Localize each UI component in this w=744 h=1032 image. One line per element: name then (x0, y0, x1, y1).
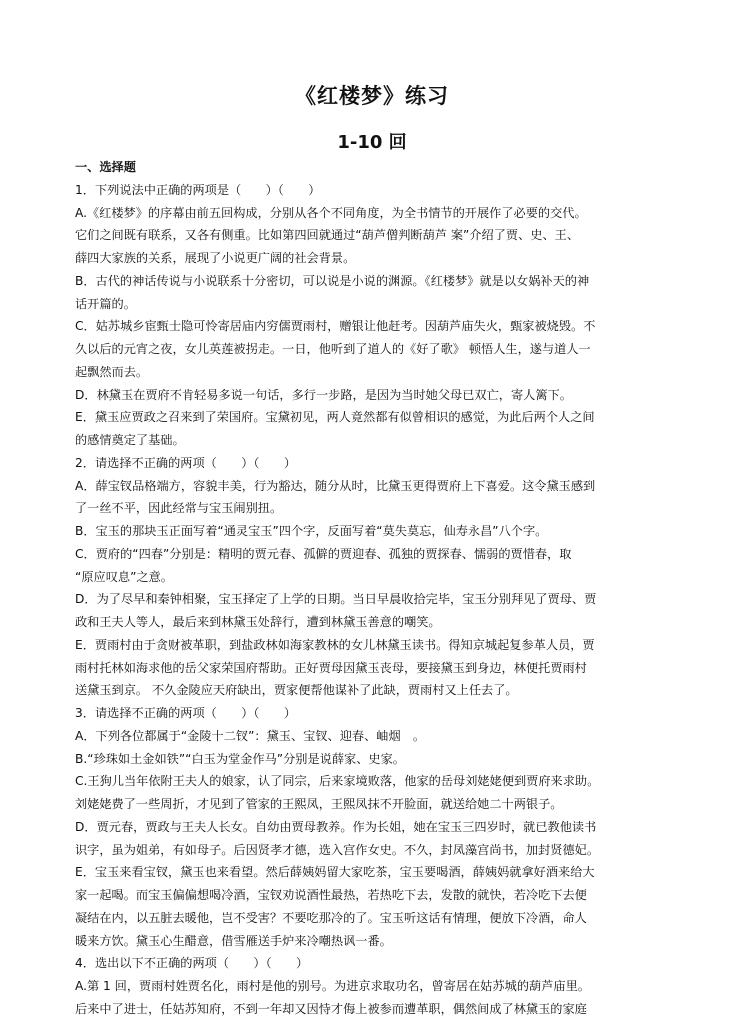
text-line: 雨村托林如海求他的岳父家荣国府帮助。正好贾母因黛玉丧母，要接黛玉到身边，林便托贾雨村 (75, 660, 587, 675)
text-line: 暖来方饮。黛玉心生醋意，借雪雁送手炉来冷嘲热讽一番。 (75, 933, 392, 948)
document-subtitle: 1-10 回 (337, 132, 407, 153)
text-line: B．古代的神话传说与小说联系十分密切，可以说是小说的渊源。《红楼梦》就是以女娲补天的神 (75, 273, 590, 288)
text-line: 的感情奠定了基础。 (75, 433, 185, 447)
text-line: “原应叹息”之意。 (75, 569, 173, 584)
text-line: 家一起喝。而宝玉偏偏想喝冷酒，宝钗劝说酒性最热，若热吃下去，发散的就快，若冷吃下去便 (75, 888, 587, 902)
text-line: B．宝玉的那块玉正面写着“通灵宝玉”四个字，反面写着“莫失莫忘，仙寿永昌”八个字。 (75, 524, 548, 538)
text-line: 3．请选择不正确的两项（ ）（ ） (75, 706, 297, 720)
text-line: C．姑苏城乡宦甄士隐可怜寄居庙内穷儒贾雨村，赠银让他赶考。因葫芦庙失火，甄家被烧毁。不 (75, 319, 596, 334)
text-line: 话开篇的。 (75, 296, 136, 311)
text-line: 送黛玉到京。 不久金陵应天府缺出，贾家便帮他谋补了此缺，贾雨村又上任去了。 (75, 683, 518, 698)
text-line: 后来中了进士，任姑苏知府，不到一年却又因恃才侮上被参而遭革职，偶然间成了林黛玉的家庭 (75, 1001, 587, 1016)
text-line: 它们之间既有联系，又各有侧重。比如第四回就通过“葫芦僧判断葫芦 案”介绍了贾、史、王、 (75, 228, 580, 243)
text-line: E．贾雨村由于贪财被革职，到盐政林如海家教林的女儿林黛玉读书。得知京城起复参革人员，贾 (75, 637, 595, 652)
document-title: 《红楼梦》练习 (295, 84, 449, 108)
text-line: C．贾府的“四春”分别是：精明的贾元春、孤僻的贾迎春、孤独的贾探春、懦弱的贾惜春，取 (75, 546, 572, 561)
text-line: A．薛宝钗品格端方，容貌丰美，行为豁达，随分从时，比黛玉更得贾府上下喜爱。这令黛玉感到 (75, 478, 596, 493)
text-line: E．宝玉来看宝钗，黛玉也来看望。然后薛姨妈留大家吃茶，宝玉要喝酒，薛姨妈就拿好酒来给大 (75, 865, 595, 880)
text-line: 1．下列说法中正确的两项是（ ）（ ） (75, 182, 321, 197)
text-line: 久以后的元宵之夜，女儿英莲被拐走。一日，他听到了道人的《好了歌》 顿悟人生，遂与道人一 (75, 342, 591, 356)
text-line: A.第 1 回，贾雨村姓贾名化，雨村是他的别号。为进京求取功名，曾寄居在姑苏城的葫芦庙里。 (75, 979, 590, 993)
text-line: 起飘然而去。 (75, 364, 149, 379)
text-line: 政和王夫人等人，最后来到林黛玉处辞行，遭到林黛玉善意的嘲笑。 (75, 615, 441, 629)
text-line: 薛四大家族的关系，展现了小说更广阔的社会背景。 (75, 251, 356, 265)
document-body (75, 156, 675, 1021)
section-heading: 一、选择题 (75, 160, 136, 174)
text-line: 凝结在内，以五脏去暖他，岂不受害？不要吃那冷的了。宝玉听这话有情理，便放下冷酒，命人 (75, 910, 587, 925)
text-line: A.《红楼梦》的序幕由前五回构成，分别从各个不同角度，为全书情节的开展作了必要的交代。 (75, 205, 587, 220)
text-line: C.王狗儿当年依附王夫人的娘家，认了同宗，后来家境败落，他家的岳母刘姥姥便到贾府来求助。 (75, 774, 600, 789)
text-line: B.“珍珠如土金如铁”“白玉为堂金作马”分别是说薛家、史家。 (75, 751, 405, 766)
text-line: 了一丝不平，因此经常与宝玉闹别扭。 (75, 501, 283, 516)
text-line: E．黛玉应贾政之召来到了荣国府。宝黛初见，两人竟然都有似曾相识的感觉，为此后两个人之间 (75, 410, 595, 425)
text-line: D．林黛玉在贾府不肯轻易多说一句话，多行一步路，是因为当时她父母已双亡，寄人篱下。 (75, 387, 572, 402)
text-line: D．为了尽早和秦钟相聚，宝玉择定了上学的日期。当日早晨收拾完毕，宝玉分别拜见了贾母、贾 (75, 592, 597, 607)
text-line: 刘姥姥费了一些周折，才见到了管家的王熙凤，王熙凤抹不开脸面，就送给她二十两银子。 (75, 797, 563, 811)
text-line: D．贾元春，贾政与王夫人长女。自幼由贾母教养。作为长姐，她在宝玉三四岁时，就已教他读书 (75, 819, 597, 834)
text-line: 识字，虽为姐弟，有如母子。后因贤孝才德，选入宫作女史。不久，封凤藻宫尚书，加封贤德妃。 (75, 842, 600, 857)
text-line: A．下列各位都属于“金陵十二钗”：黛玉、宝钗、迎春、岫烟 。 (75, 728, 426, 743)
text-line: 4．选出以下不正确的两项（ ）（ ） (75, 956, 309, 971)
text-line: 2．请选择不正确的两项（ ）（ ） (75, 455, 297, 470)
